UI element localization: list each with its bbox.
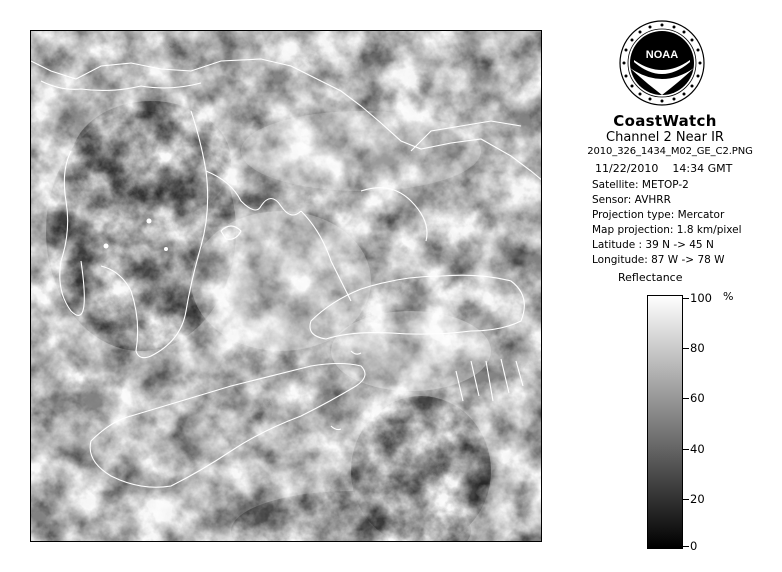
latitude-line: Latitude : 39 N -> 45 N	[592, 239, 714, 251]
longitude-line: Longitude: 87 W -> 78 W	[592, 254, 725, 266]
date-time-row	[595, 162, 732, 175]
colorbar-tick-label: 80	[690, 341, 705, 355]
colorbar-tick-label: 0	[690, 539, 698, 553]
channel-subtitle: Channel 2 Near IR	[606, 130, 724, 145]
colorbar-unit: %	[723, 290, 734, 303]
colorbar-tick	[683, 449, 689, 450]
colorbar-tick-label: 100	[690, 291, 712, 305]
colorbar-tick	[683, 398, 689, 399]
noaa-logo-icon	[619, 20, 705, 106]
colorbar-tick	[683, 499, 689, 500]
image-filename: 2010_326_1434_M02_GE_C2.PNG	[587, 146, 753, 157]
colorbar-label: Reflectance	[618, 271, 683, 284]
colorbar-tick	[683, 298, 689, 299]
satellite-image	[30, 30, 542, 542]
noaa-logo	[619, 20, 705, 106]
noaa-wordmark: NOAA	[645, 49, 679, 61]
satellite-image-svg	[31, 31, 542, 542]
sensor-line: Sensor: AVHRR	[592, 194, 671, 206]
colorbar-tick	[683, 348, 689, 349]
map-projection-line: Map projection: 1.8 km/pixel	[592, 224, 742, 236]
colorbar-tick-label: 20	[690, 492, 705, 506]
metadata-block	[592, 178, 742, 268]
image-time: 14:34 GMT	[672, 162, 733, 175]
projection-type-line: Projection type: Mercator	[592, 209, 725, 221]
image-date: 11/22/2010	[595, 162, 659, 175]
colorbar-tick	[683, 546, 689, 547]
reflectance-colorbar	[647, 295, 683, 549]
satellite-line: Satellite: METOP-2	[592, 179, 689, 191]
colorbar-tick-label: 40	[690, 442, 705, 456]
product-title: CoastWatch	[613, 112, 717, 130]
colorbar-tick-label: 60	[690, 391, 705, 405]
